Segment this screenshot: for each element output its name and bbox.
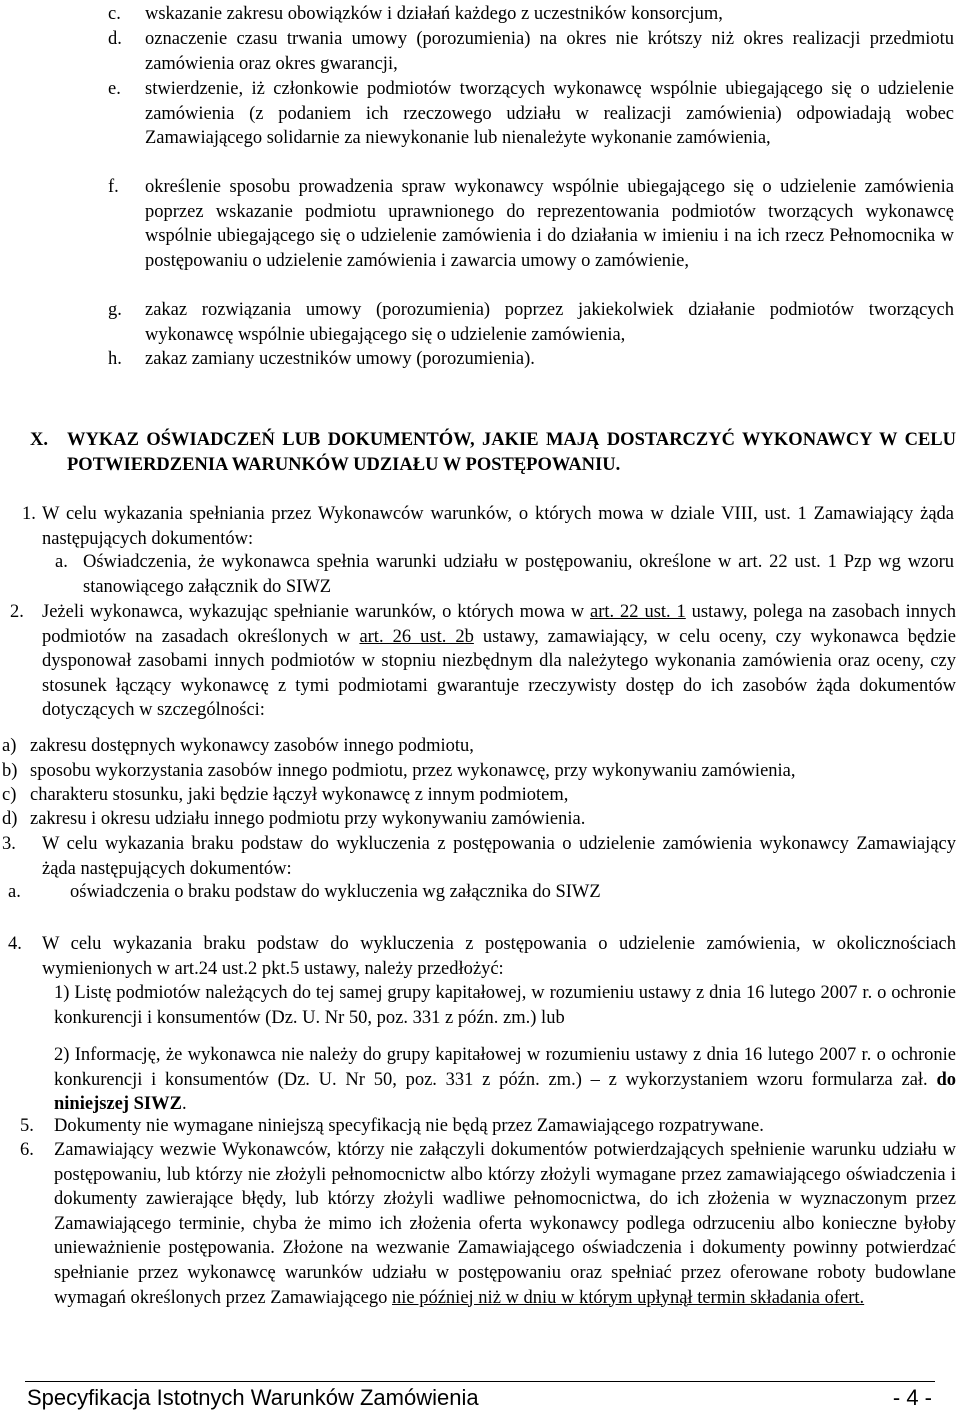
section-title: WYKAZ OŚWIADCZEŃ LUB DOKUMENTÓW, JAKIE MAJĄ DOSTARCZYĆ WYKONAWCY W CELU POTWIERDZENIA WARUNKÓW UDZIAŁU W POSTĘPOWANIU. bbox=[67, 430, 956, 475]
document-page: c. wskazanie zakresu obowiązków i działań każdego z uczestników konsorcjum, d. oznaczenie czasu trwania umowy (porozumienia) na okres nie krótszy niż okres realizacji przedmiotu zamówienia oraz okres gwarancji, e. stwierdzenie, iż członkowie podmiotów tworzących wykonawcę wspólnie ubiegającego się o udzielenie zamówienia (z podaniem ich rzeczowego udziału w realizacji zamówienia) odpowiadają wobec Zamawiającego solidarnie za niewykonanie lub nienależyte wykonanie zamówienia, f. określenie sposobu prowadzenia spraw wykonawcy wspólnie ubiegającego się o udzielenie zamówienia poprzez wskazanie podmiotu uprawnionego do reprezentowania podmiotów tworzących wykonawcę wspólnie ubiegającego się o udzielenie zamówienia i do działania w imieniu i na ich rzecz Pełnomocnika w postępowaniu o udzielenie zamówienia i zawarcia umowy o zamówienie, g. zakaz rozwiązania umowy (porozumienia) poprzez jakiekolwiek działanie podmiotów tworzących wykonawcę wspólnie ubiegającego się o udzielenie zamówienia, h. zakaz zamiany uczestników umowy (porozumienia). X. WYKAZ OŚWIADCZEŃ LUB DOKUMENTÓW, JAKIE MAJĄ DOSTARCZYĆ WYKONAWCY W CELU POTWIERDZENIA WARUNKÓW UDZIAŁU W POSTĘPOWANIU. 1. W celu wykazania spełniania przez Wykonawców warunków, o których mowa w dziale VIII, ust. 1 Zamawiający żąda następujących dokumentów: a. Oświadczenia, że wykonawca spełnia warunki udziału w postępowaniu, określone w art. 22 ust. 1 Pzp wg wzoru stanowiącego załącznik do SIWZ 2. Jeżeli wykonawca, wykazując spełnianie warunków, o których mowa w art. 22 ust. 1 ustawy, polega na zasobach innych podmiotów na zasadach określonych w art. 26 ust. 2b ustawy, zamawiający, w celu oceny, czy wykonawca będzie dysponował zasobami innych podmiotów w stopniu niezbędnym dla należytego wykonania zamówienia oraz oceny, czy stosunek łączący wykonawcę z tymi podmiotami gwarantuje rzeczywisty dostęp do ich zasobów żąda dokumentów dotyczących w szczególności: a) zakresu dostępnych wykonawcy zasobów innego podmiotu, b) sposobu wykorzystania zasobów innego podmiotu, przez wykonawcę, przy wykonywaniu zamówienia, c) charakteru stosunku, jaki będzie łączył wykonawcę z innym podmiotem, d) zakresu i okresu udziału innego podmiotu przy wykonywaniu zamówienia. 3. W celu wykazania braku podstaw do wykluczenia z postępowania o udzielenie zamówienia wykonawcy Zamawiający żąda następujących dokumentów: a. oświadczenia o braku podstaw do wykluczenia wg załącznika do SIWZ 4. W celu wykazania braku podstaw do wykluczenia z postępowania o udzielenie zamówienia, w okolicznościach wymienionych w art.24 ust.2 pkt.5 ustawy, należy przedłożyć: 1) Listę podmiotów należących do tej samej grupy kapitałowej, w rozumieniu ustawy z dnia 16 lutego 2007 r. o ochronie konkurencji i konsumentów (Dz. U. Nr 50, poz. 331 z późn. zm.) lub 2) Informację, że wykonawca nie należy do grupy kapitałowej w rozumieniu ustawy z dnia 16 lutego 2007 r. o ochronie konkurencji i konsumentów (Dz. U. Nr 50, poz. 331 z późn. zm.) – z wykorzystaniem wzoru formularza zał. do niniejszej SIWZ. 5. Dokumenty nie wymagane niniejszą specyfikacją nie będą przez Zamawiającego rozpatrywane. 6. Zamawiający wezwie Wykonawców, którzy nie załączyli dokumentów potwierdzających spełnienie warunku udziału w postępowaniu, lub którzy nie złożyli pełnomocnictw albo którzy złożyli wymagane przez zamawiającego oświadczenia i dokumenty zawierające błędy, lub którzy złożyli wadliwe pełnomocnictwa, do ich złożenia w wyznaczonym przez Zamawiającego terminie, chyba że mimo ich złożenia oferta wykonawcy podlega odrzuceniu albo konieczne byłoby unieważnienie postępowania. Złożone na wezwanie Zamawiającego oświadczenia i dokumenty powinny potwierdzać spełnianie przez wykonawcę warunków udziału w postępowaniu oraz spełniać przez oferowane roboty budowlane wymagań określonych przez Zamawiającego nie później niż w dniu w którym upłynął termin składania ofert. Specyfikacja Istotnych Warunków Zamówienia - 4 - bbox=[2, 4, 957, 1410]
link-art-26[interactable]: art. 26 ust. 2b bbox=[359, 626, 474, 647]
section-number: X. bbox=[30, 430, 48, 450]
page-number: - 4 - bbox=[892, 1385, 932, 1410]
footer-title: Specyfikacja Istotnych Warunków Zamówienia bbox=[27, 1385, 479, 1410]
link-art-22[interactable]: art. 22 ust. 1 bbox=[590, 602, 686, 622]
footer-divider bbox=[25, 1381, 935, 1382]
